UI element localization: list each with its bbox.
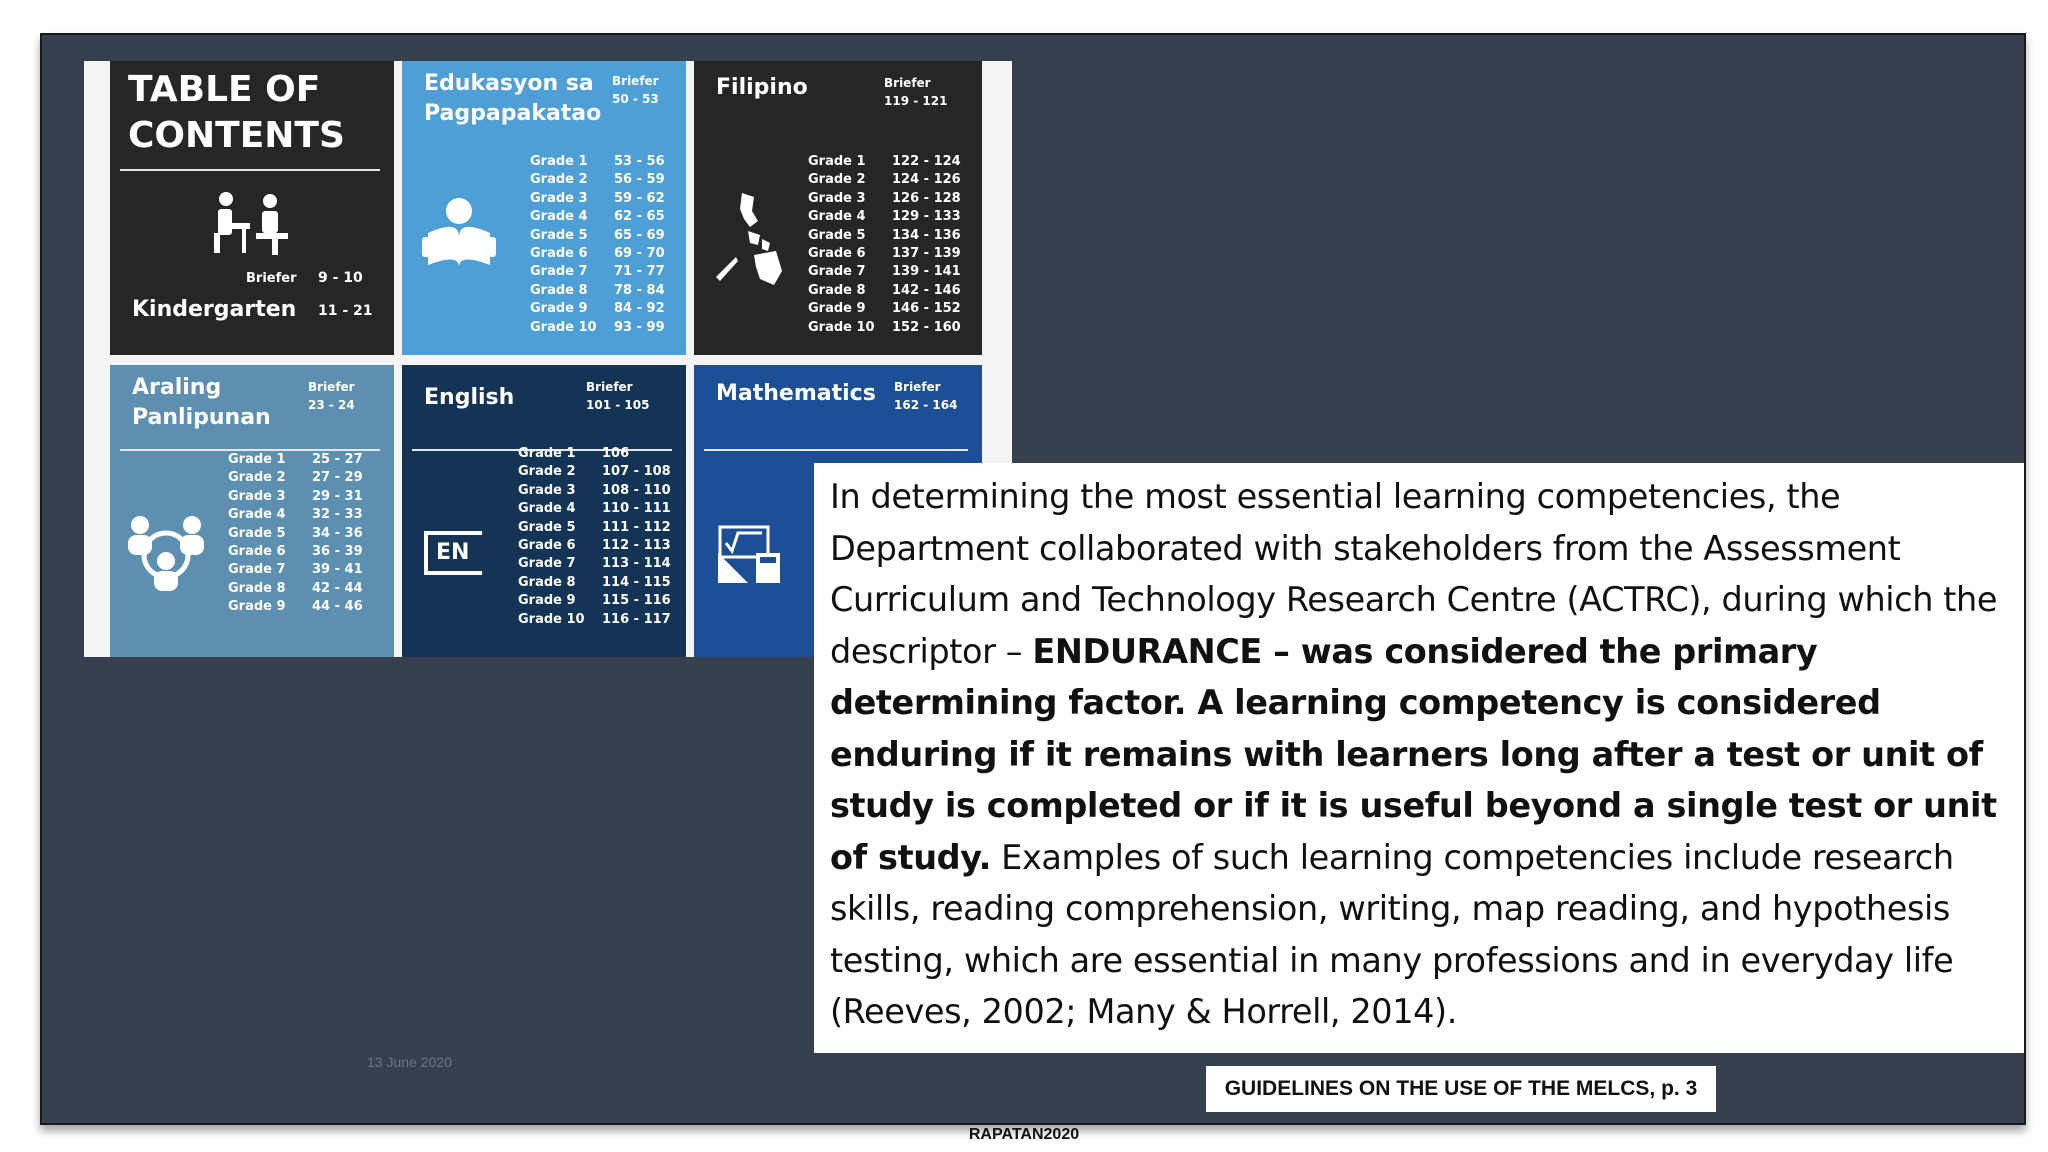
grade-row bbox=[808, 263, 961, 281]
grade-row bbox=[808, 319, 961, 337]
grade-label: Grade 4 bbox=[808, 209, 866, 225]
english-grade-list bbox=[518, 445, 671, 629]
grade-label: Grade 1 bbox=[530, 154, 588, 169]
grade-label: Grade 3 bbox=[808, 190, 866, 206]
slide-date: 13 June 2020 bbox=[367, 1054, 452, 1070]
grade-pages: 34 - 36 bbox=[312, 525, 363, 541]
math-tools-icon bbox=[716, 523, 784, 585]
grade-pages: 116 - 117 bbox=[602, 611, 671, 627]
grade-pages: 42 - 44 bbox=[312, 580, 363, 596]
grade-pages: 112 - 113 bbox=[602, 538, 671, 554]
grade-pages: 65 - 69 bbox=[614, 227, 665, 243]
grade-pages: 106 bbox=[602, 446, 630, 461]
footer-label: RAPATAN2020 bbox=[968, 1126, 1080, 1143]
grade-row bbox=[808, 282, 961, 300]
kindergarten-label: Kindergarten bbox=[132, 297, 297, 322]
grade-label: Grade 8 bbox=[530, 282, 588, 298]
grade-row bbox=[530, 227, 665, 245]
grade-pages: 39 - 41 bbox=[312, 562, 363, 578]
ap-title: Araling Panlipunan bbox=[132, 375, 271, 430]
quote-examples: Examples of such learning competencies include research skills, reading comprehension, writing, map reading, and hypothesis testing, which are essential in many professions and in everyday life (Reeves, 2002; Many & Horrell, 2014). bbox=[830, 837, 1954, 1031]
panel-english: English Briefer 101 - 105 EN Grade 1 106 Grade 2 107 - 108 Grade 3 108 - 110 Grade 4 110 - 111 Grade 5 111 - 112 Grade 6 112 - 113 Grade 7 113 - 114 Grade 8 114 - 115 Grade 9 115 - 116 Grade 10 116 - 117 bbox=[402, 365, 686, 657]
grade-label: Grade 3 bbox=[228, 488, 286, 504]
grade-pages: 146 - 152 bbox=[892, 301, 961, 317]
grade-pages: 139 - 141 bbox=[892, 264, 961, 280]
grade-label: Grade 5 bbox=[228, 525, 286, 541]
panel-esp: Edukasyon sa Pagpapakatao Briefer 50 - 53 Grade 1 53 - 56 Grade 2 56 - 59 Grade 3 59 - 62 Grade 4 62 - 65 Grade 5 65 - 69 Grade 6 69 - 70 Grade 7 71 - 77 Grade 8 78 - 84 Grade 9 84 - 92 Grade 10 93 - 99 bbox=[402, 61, 686, 355]
grade-row bbox=[530, 153, 665, 171]
grade-pages: 56 - 59 bbox=[614, 172, 665, 188]
grade-label: Grade 6 bbox=[518, 538, 576, 554]
grade-label: Grade 3 bbox=[530, 190, 588, 206]
grade-pages: 108 - 110 bbox=[602, 482, 671, 498]
grade-pages: 36 - 39 bbox=[312, 544, 363, 560]
panel-filipino: Filipino Briefer 119 - 121 Grade 1 122 - 124 Grade 2 124 - 126 Grade 3 126 - 128 Grade 4 129 - 133 Grade 5 134 - 136 Grade 6 137 - 139 Grade 7 139 - 141 Grade 8 142 - 146 Grade 9 146 - 152 Grade 10 152 - 160 bbox=[694, 61, 982, 355]
quote-text-box bbox=[814, 463, 2026, 1053]
grade-row bbox=[518, 537, 671, 555]
grade-label: Grade 9 bbox=[518, 593, 576, 609]
esp-grade-list bbox=[530, 153, 665, 337]
grade-label: Grade 2 bbox=[228, 470, 286, 486]
grade-pages: 69 - 70 bbox=[614, 246, 665, 262]
grade-row bbox=[228, 469, 363, 487]
grade-pages: 129 - 133 bbox=[892, 209, 961, 225]
grade-label: Grade 4 bbox=[228, 507, 286, 523]
grade-pages: 27 - 29 bbox=[312, 470, 363, 486]
grade-row bbox=[530, 190, 665, 208]
grade-row bbox=[530, 319, 665, 337]
divider bbox=[120, 169, 380, 171]
grade-label: Grade 9 bbox=[808, 301, 866, 317]
grade-pages: 93 - 99 bbox=[614, 319, 665, 335]
grade-label: Grade 10 bbox=[518, 611, 585, 627]
grade-row bbox=[518, 463, 671, 481]
panel-mathematics: Mathematics Briefer 162 - 164 bbox=[694, 365, 982, 657]
grade-row bbox=[228, 561, 363, 579]
divider bbox=[704, 449, 968, 451]
grade-row bbox=[228, 525, 363, 543]
grade-label: Grade 2 bbox=[518, 464, 576, 480]
grade-pages: 44 - 46 bbox=[312, 599, 363, 615]
grade-label: Grade 4 bbox=[518, 501, 576, 517]
philippines-map-icon bbox=[714, 191, 784, 291]
grade-row bbox=[808, 190, 961, 208]
grade-row bbox=[530, 263, 665, 281]
ap-grade-list bbox=[228, 451, 363, 617]
grade-row bbox=[518, 445, 671, 463]
grade-row bbox=[808, 153, 961, 171]
grade-label: Grade 8 bbox=[228, 580, 286, 596]
filipino-title: Filipino bbox=[716, 75, 808, 100]
grade-label: Grade 4 bbox=[530, 209, 588, 225]
grade-row bbox=[808, 245, 961, 263]
grade-row bbox=[518, 519, 671, 537]
grade-pages: 134 - 136 bbox=[892, 227, 961, 243]
grade-pages: 62 - 65 bbox=[614, 209, 665, 225]
quote-intro: In determining the most essential learning competencies, the Department collaborated with stakeholders from the Assessment Curriculum and Technology Research Centre (ACTRC), during which the descriptor – bbox=[830, 477, 1998, 671]
grade-label: Grade 7 bbox=[228, 562, 286, 578]
grade-label: Grade 1 bbox=[518, 446, 576, 461]
grade-label: Grade 1 bbox=[228, 452, 286, 467]
esp-title: Edukasyon sa Pagpapakatao bbox=[424, 71, 602, 126]
grade-pages: 137 - 139 bbox=[892, 246, 961, 262]
grade-label: Grade 7 bbox=[530, 264, 588, 280]
grade-label: Grade 6 bbox=[530, 246, 588, 262]
grade-label: Grade 5 bbox=[518, 519, 576, 535]
quote-bold-definition: ENDURANCE – was considered the primary determining factor. A learning competency is considered enduring if it remains with learners long after a test or unit of study is completed or if it is useful beyond a single test or unit of study. bbox=[830, 631, 1997, 877]
grade-label: Grade 8 bbox=[808, 282, 866, 298]
grade-row bbox=[808, 300, 961, 318]
grade-pages: 114 - 115 bbox=[602, 574, 671, 590]
grade-pages: 126 - 128 bbox=[892, 190, 961, 206]
grade-row bbox=[228, 506, 363, 524]
grade-pages: 84 - 92 bbox=[614, 301, 665, 317]
grade-row bbox=[518, 574, 671, 592]
grade-label: Grade 9 bbox=[228, 599, 286, 615]
toc-title: TABLE OF CONTENTS bbox=[128, 69, 345, 156]
en-language-icon: EN bbox=[424, 531, 482, 575]
grade-row bbox=[518, 592, 671, 610]
reference-label: GUIDELINES ON THE USE OF THE MELCS, p. 3 bbox=[1206, 1066, 1716, 1112]
grade-row bbox=[228, 580, 363, 598]
filipino-grade-list bbox=[808, 153, 961, 337]
grade-pages: 71 - 77 bbox=[614, 264, 665, 280]
grade-pages: 110 - 111 bbox=[602, 501, 671, 517]
grade-row bbox=[228, 598, 363, 616]
grade-row bbox=[228, 451, 363, 469]
grade-row bbox=[530, 171, 665, 189]
grade-label: Grade 7 bbox=[808, 264, 866, 280]
grade-row bbox=[518, 500, 671, 518]
grade-label: Grade 10 bbox=[530, 319, 597, 335]
grade-pages: 142 - 146 bbox=[892, 282, 961, 298]
grade-row bbox=[228, 488, 363, 506]
grade-row bbox=[530, 282, 665, 300]
grade-row bbox=[530, 245, 665, 263]
grade-pages: 107 - 108 bbox=[602, 464, 671, 480]
students-icon bbox=[212, 189, 292, 259]
grade-label: Grade 3 bbox=[518, 482, 576, 498]
panel-araling-panlipunan: Araling Panlipunan Briefer 23 - 24 Grade 1 25 - 27 Grade 2 27 - 29 Grade 3 29 - 31 Grade 4 32 - 33 Grade 5 34 - 36 Grade 6 36 - 39 Grade 7 39 - 41 Grade 8 42 - 44 Grade 9 44 - 46 bbox=[110, 365, 394, 657]
grade-pages: 32 - 33 bbox=[312, 507, 363, 523]
grade-row bbox=[808, 171, 961, 189]
grade-pages: 111 - 112 bbox=[602, 519, 671, 535]
grade-pages: 115 - 116 bbox=[602, 593, 671, 609]
grade-pages: 152 - 160 bbox=[892, 319, 961, 335]
panel-kindergarten: TABLE OF CONTENTS Briefer 9 - 10 Kindergarten 11 - 21 bbox=[110, 61, 394, 355]
grade-label: Grade 7 bbox=[518, 556, 576, 572]
grade-label: Grade 5 bbox=[530, 227, 588, 243]
english-title: English bbox=[424, 385, 515, 410]
grade-row bbox=[518, 555, 671, 573]
slide bbox=[40, 33, 2026, 1125]
grade-row bbox=[518, 611, 671, 629]
grade-pages: 59 - 62 bbox=[614, 190, 665, 206]
grade-label: Grade 2 bbox=[808, 172, 866, 188]
grade-label: Grade 10 bbox=[808, 319, 875, 335]
community-icon bbox=[126, 515, 206, 591]
mathematics-title: Mathematics bbox=[716, 381, 876, 406]
grade-pages: 124 - 126 bbox=[892, 172, 961, 188]
grade-row bbox=[530, 300, 665, 318]
grade-label: Grade 9 bbox=[530, 301, 588, 317]
grade-row bbox=[228, 543, 363, 561]
grade-row bbox=[518, 482, 671, 500]
grade-label: Grade 6 bbox=[808, 246, 866, 262]
grade-pages: 113 - 114 bbox=[602, 556, 671, 572]
grade-label: Grade 8 bbox=[518, 574, 576, 590]
grade-pages: 53 - 56 bbox=[614, 154, 665, 169]
grade-pages: 29 - 31 bbox=[312, 488, 363, 504]
grade-label: Grade 2 bbox=[530, 172, 588, 188]
grade-pages: 78 - 84 bbox=[614, 282, 665, 298]
grade-pages: 25 - 27 bbox=[312, 452, 363, 467]
grade-row bbox=[808, 227, 961, 245]
reader-icon bbox=[422, 197, 496, 269]
grade-row bbox=[530, 208, 665, 226]
grade-pages: 122 - 124 bbox=[892, 154, 961, 169]
grade-row bbox=[808, 208, 961, 226]
grade-label: Grade 1 bbox=[808, 154, 866, 169]
grade-label: Grade 5 bbox=[808, 227, 866, 243]
grade-label: Grade 6 bbox=[228, 544, 286, 560]
